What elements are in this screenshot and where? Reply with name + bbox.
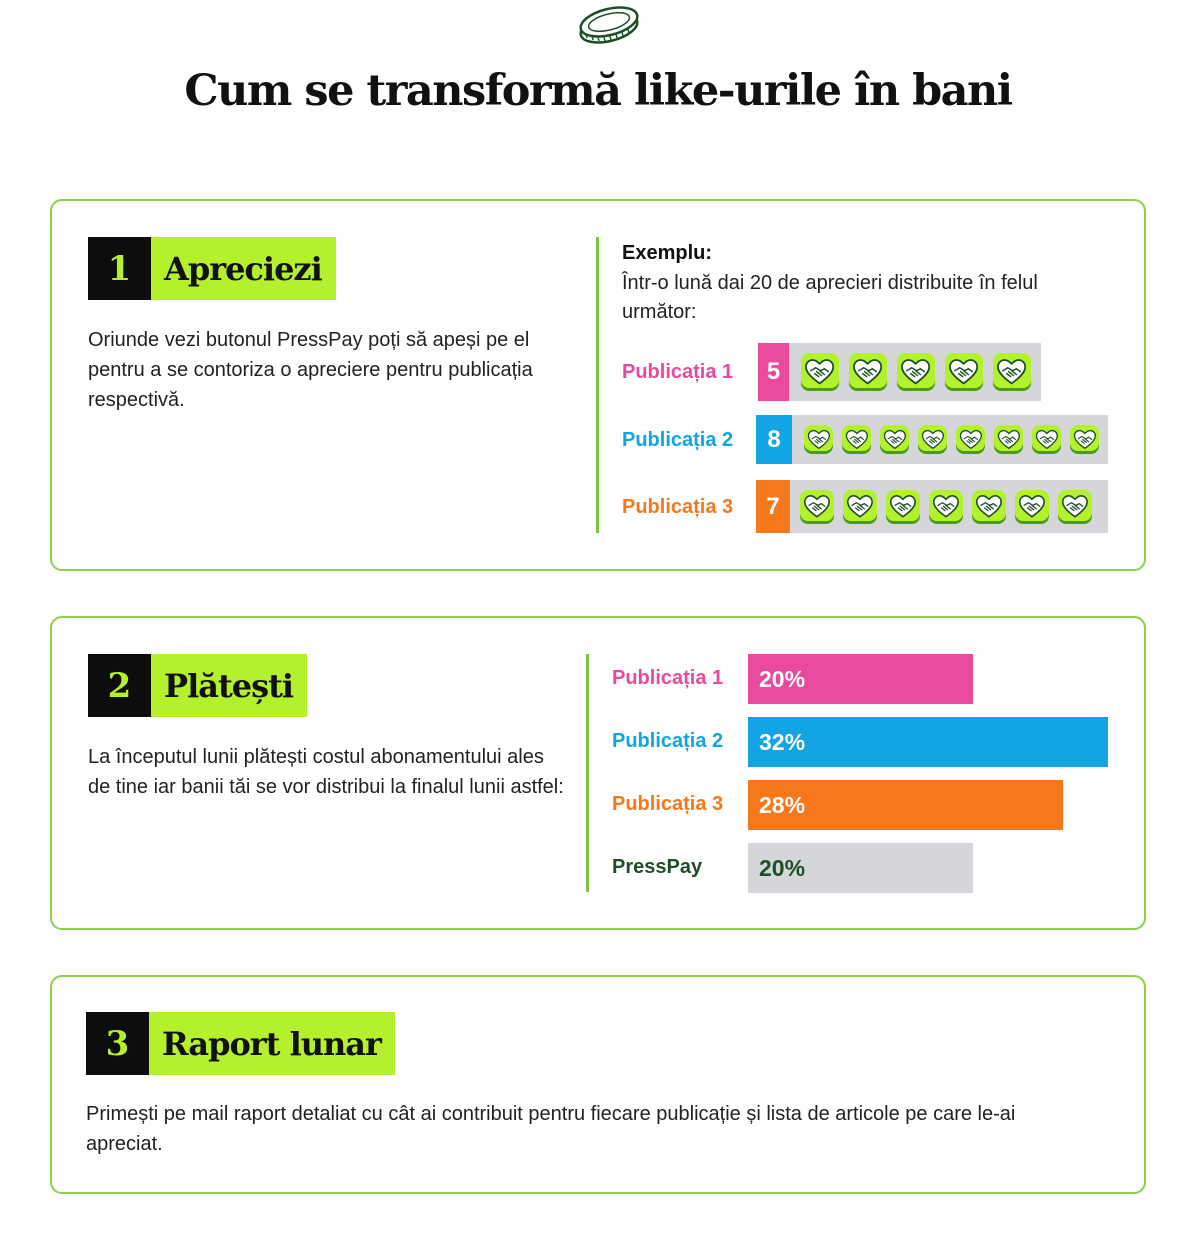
handshake-heart-icon [800,490,834,524]
handshake-heart-icon [897,353,935,391]
step-title: Raport lunar [149,1012,395,1075]
bar: 28% [748,780,1063,830]
handshake-heart-icon [886,490,920,524]
step-header-1 [88,237,336,300]
divider [596,237,599,533]
like-row-label-1: Publicația 1 [622,361,734,383]
handshake-heart-icon [842,425,871,454]
bar: 32% [748,717,1108,767]
step-description: Primești pe mail raport detaliat cu cât ai contribuit pentru fiecare publicație și lista de articole pe care le-ai apreciat. [86,1103,1016,1155]
step-number: 2 [88,654,151,717]
step-title: Apreciezi [151,237,336,300]
handshake-heart-icon [972,490,1006,524]
step-card-3 [50,975,1146,1194]
handshake-heart-icon [993,353,1031,391]
handshake-heart-icon [1032,425,1061,454]
handshake-heart-icon [929,490,963,524]
page-title: Cum se transformă like-urile în bani [184,66,1012,116]
handshake-heart-icon [843,490,877,524]
bar: 20% [748,843,973,893]
handshake-heart-icon [801,353,839,391]
bar-label: Publicația 3 [612,793,724,815]
example-text: Într-o lună dai 20 de aprecieri distribuite în felul următor: [622,272,1038,323]
handshake-heart-icon [956,425,985,454]
bar-label: Publicația 2 [612,730,724,752]
likes-group [790,490,1101,524]
divider [586,654,589,892]
likes-group [789,353,1041,391]
like-count: 7 [756,480,790,533]
handshake-heart-icon [945,353,983,391]
bar-label: Publicația 1 [612,667,724,689]
handshake-heart-icon [1070,425,1099,454]
like-row-label-2: Publicația 2 [622,429,734,451]
step-description: Oriunde vezi butonul PressPay poți să apeși pe el pentru a se contoriza o apreciere pentru publicația respectivă. [88,329,533,411]
step-header-3 [86,1012,395,1075]
example-title: Exemplu: [622,242,713,264]
likes-group [792,425,1108,454]
handshake-heart-icon [1015,490,1049,524]
step-description: La începutul lunii plătești costul abonamentului ales de tine iar banii tăi se vor distribui la finalul lunii astfel: [88,746,564,798]
handshake-heart-icon [804,425,833,454]
like-count: 8 [756,415,792,464]
step-header-2 [88,654,307,717]
like-row-label-3: Publicația 3 [622,496,734,518]
step-number: 3 [86,1012,149,1075]
bar: 20% [748,654,973,704]
like-row-1 [758,343,1041,401]
step-number: 1 [88,237,151,300]
handshake-heart-icon [918,425,947,454]
like-row-2 [756,415,1108,464]
bar-label: PressPay [612,856,703,878]
handshake-heart-icon [994,425,1023,454]
like-count: 5 [758,343,789,401]
handshake-heart-icon [1058,490,1092,524]
handshake-heart-icon [880,425,909,454]
handshake-heart-icon [849,353,887,391]
like-row-3 [756,480,1108,533]
step-title: Plătești [151,654,307,717]
coin-icon [576,4,642,46]
